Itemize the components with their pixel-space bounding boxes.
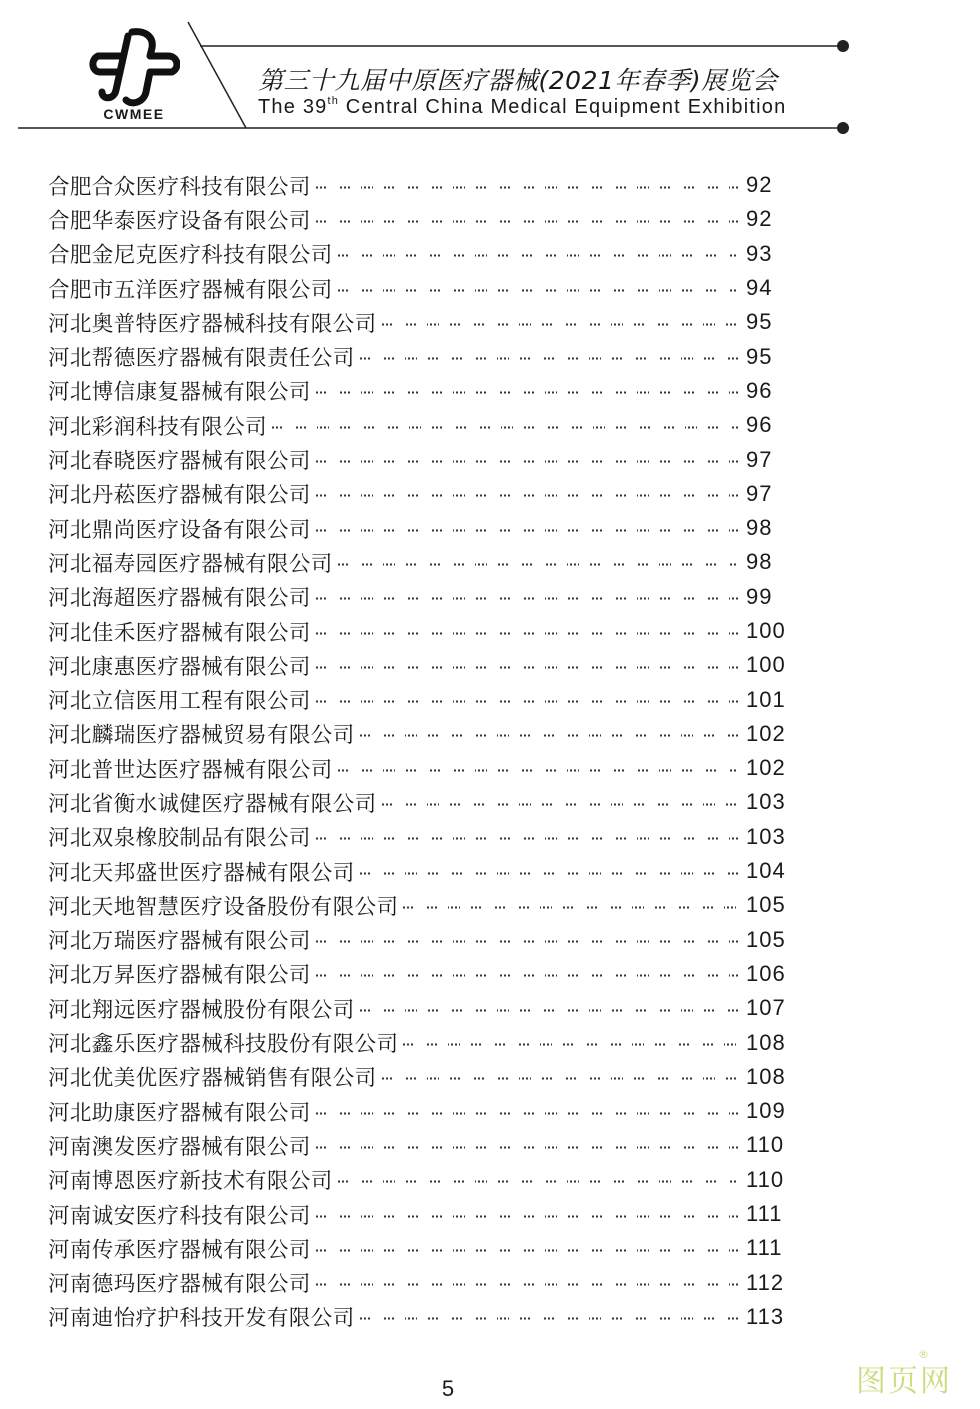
- dot-leader: [315, 1249, 738, 1252]
- toc-entry: [48, 751, 790, 785]
- dot-leader: [315, 1146, 738, 1149]
- entry-page-number: 113: [746, 1303, 785, 1329]
- dot-leader: [315, 700, 738, 703]
- company-name: 河北鼎尚医疗设备有限公司: [48, 517, 311, 543]
- entry-page-number: 93: [746, 240, 773, 266]
- dot-leader: [359, 872, 738, 875]
- entry-page-number: 92: [746, 206, 773, 232]
- toc-entry: [48, 1231, 790, 1265]
- entry-page-number: 103: [746, 823, 786, 849]
- toc-entry: [48, 511, 790, 545]
- toc-entry: [48, 614, 790, 648]
- company-name: 合肥华泰医疗设备有限公司: [48, 208, 311, 234]
- toc-entry: [48, 1025, 790, 1059]
- entry-page-number: 98: [746, 549, 773, 575]
- entry-page-number: 95: [746, 343, 773, 369]
- toc-entry: [48, 271, 790, 305]
- company-name: 河北帮德医疗器械有限责任公司: [48, 346, 355, 372]
- company-name: 河北康惠医疗器械有限公司: [48, 654, 311, 680]
- company-name: 河南传承医疗器械有限公司: [48, 1237, 311, 1263]
- dot-leader: [315, 460, 738, 463]
- toc-entry: [48, 991, 790, 1025]
- entry-page-number: 110: [746, 1132, 785, 1158]
- dot-leader: [315, 494, 738, 497]
- logo-text: CWMEE: [103, 106, 165, 122]
- company-name: 河南博恩医疗新技术有限公司: [48, 1169, 333, 1195]
- company-name: 河北双泉橡胶制品有限公司: [48, 826, 311, 852]
- dot-leader: [359, 357, 738, 360]
- dot-leader: [315, 1215, 738, 1218]
- toc-entry: [48, 237, 790, 271]
- toc-entry: [48, 785, 790, 819]
- entry-page-number: 96: [746, 377, 773, 403]
- dot-leader: [402, 1043, 738, 1046]
- entry-page-number: 107: [746, 995, 786, 1021]
- entry-page-number: 97: [746, 480, 773, 506]
- toc-entry: [48, 820, 790, 854]
- company-name: 河北天邦盛世医疗器械有限公司: [48, 860, 355, 886]
- dot-leader: [315, 1112, 738, 1115]
- entry-page-number: 105: [746, 926, 786, 952]
- company-name: 河北春晓医疗器械有限公司: [48, 449, 311, 475]
- toc-entry: [48, 1128, 790, 1162]
- watermark-text: 图页网: [856, 1364, 952, 1399]
- company-name: 河北万昇医疗器械有限公司: [48, 963, 311, 989]
- company-name: 河北省衡水诚健医疗器械有限公司: [48, 791, 377, 817]
- toc-entry: [48, 339, 790, 373]
- toc-entry: [48, 1060, 790, 1094]
- dot-leader: [381, 803, 738, 806]
- entry-page-number: 95: [746, 309, 773, 335]
- dot-leader: [315, 1283, 738, 1286]
- toc-entry: [48, 648, 790, 682]
- title-en-sup: th: [327, 95, 340, 107]
- company-name: 河北普世达医疗器械有限公司: [48, 757, 333, 783]
- entry-page-number: 100: [746, 618, 786, 643]
- entry-page-number: 96: [746, 412, 773, 438]
- dot-leader: [315, 666, 738, 669]
- dot-leader: [337, 769, 738, 772]
- entry-page-number: 109: [746, 1098, 786, 1124]
- entry-page-number: 108: [746, 1029, 786, 1055]
- entry-page-number: 92: [746, 172, 773, 198]
- entry-page-number: 105: [746, 892, 786, 918]
- company-name: 河南澳发医疗器械有限公司: [48, 1134, 311, 1160]
- entry-page-number: 110: [746, 1166, 785, 1192]
- company-name: 河北鑫乐医疗器械科技股份有限公司: [48, 1032, 399, 1058]
- toc-entry: [48, 374, 790, 408]
- toc-entry: [48, 1300, 790, 1334]
- toc-entry: [48, 1197, 790, 1231]
- company-name: 河北丹菘医疗器械有限公司: [48, 483, 311, 509]
- company-name: 河北麟瑞医疗器械贸易有限公司: [48, 723, 355, 749]
- dot-leader: [381, 323, 738, 326]
- table-of-contents: [48, 168, 790, 1334]
- dot-leader: [315, 597, 738, 600]
- company-name: 河北优美优医疗器械销售有限公司: [48, 1066, 377, 1092]
- toc-entry: [48, 202, 790, 236]
- entry-page-number: 97: [746, 446, 773, 472]
- company-name: 河南德玛医疗器械有限公司: [48, 1272, 311, 1298]
- toc-entry: [48, 442, 790, 476]
- company-name: 合肥金尼克医疗科技有限公司: [48, 243, 333, 269]
- toc-entry: [48, 854, 790, 888]
- toc-entry: [48, 888, 790, 922]
- dot-leader: [315, 632, 738, 635]
- entry-page-number: 103: [746, 789, 786, 815]
- exhibition-title-en: [258, 95, 786, 119]
- company-name: 合肥市五洋医疗器械有限公司: [48, 277, 333, 303]
- entry-page-number: 112: [746, 1269, 785, 1295]
- dot-leader: [381, 1077, 738, 1080]
- entry-page-number: 94: [746, 275, 773, 301]
- dot-leader: [315, 940, 738, 943]
- entry-page-number: 102: [746, 720, 786, 746]
- title-en-suffix: Central China Medical Equipment Exhibition: [339, 96, 787, 118]
- toc-entry: [48, 477, 790, 511]
- dot-leader: [315, 186, 738, 189]
- entry-page-number: 102: [746, 755, 786, 781]
- dot-leader: [271, 426, 738, 429]
- company-name: 河北奥普特医疗器械科技有限公司: [48, 311, 377, 337]
- company-name: 合肥合众医疗科技有限公司: [48, 174, 311, 200]
- company-name: 河北福寿园医疗器械有限公司: [48, 551, 333, 577]
- toc-entry: [48, 957, 790, 991]
- toc-entry: [48, 168, 790, 202]
- toc-entry: [48, 408, 790, 442]
- company-name: 河北彩润科技有限公司: [48, 414, 268, 440]
- dot-leader: [402, 906, 738, 909]
- title-en-prefix: The 39: [258, 96, 328, 118]
- company-name: 河南迪怡疗护科技开发有限公司: [48, 1306, 355, 1332]
- toc-entry: [48, 1094, 790, 1128]
- company-name: 河北博信康复器械有限公司: [48, 380, 311, 406]
- company-name: 河北天地智慧医疗设备股份有限公司: [48, 894, 399, 920]
- company-name: 河北翔远医疗器械股份有限公司: [48, 997, 355, 1023]
- dot-leader: [315, 529, 738, 532]
- dot-leader: [337, 1180, 738, 1183]
- toc-entry: [48, 580, 790, 614]
- entry-page-number: 104: [746, 858, 786, 884]
- cwmee-logo-icon: [88, 28, 180, 108]
- company-name: 河北海超医疗器械有限公司: [48, 586, 311, 612]
- watermark-registered-mark: ®: [918, 1348, 929, 1361]
- dot-leader: [359, 1317, 738, 1320]
- dot-leader: [315, 974, 738, 977]
- company-name: 河北立信医用工程有限公司: [48, 689, 311, 715]
- entry-page-number: 98: [746, 515, 773, 541]
- entry-page-number: 108: [746, 1063, 786, 1089]
- dot-leader: [337, 254, 738, 257]
- company-name: 河南诚安医疗科技有限公司: [48, 1203, 311, 1229]
- toc-entry: [48, 682, 790, 716]
- page-number: 5: [441, 1376, 455, 1401]
- dot-leader: [315, 837, 738, 840]
- exhibition-title-cn: 第三十九届中原医疗器械(2021年春季)展览会: [258, 66, 778, 95]
- dot-leader: [337, 563, 738, 566]
- dot-leader: [337, 289, 738, 292]
- company-name: 河北万瑞医疗器械有限公司: [48, 929, 311, 955]
- entry-page-number: 111: [746, 1235, 783, 1261]
- dot-leader: [359, 734, 738, 737]
- dot-leader: [315, 391, 738, 394]
- toc-entry: [48, 923, 790, 957]
- page-header: [0, 0, 980, 140]
- entry-page-number: 100: [746, 652, 786, 678]
- toc-entry: [48, 717, 790, 751]
- company-name: 河北助康医疗器械有限公司: [48, 1100, 311, 1126]
- toc-entry: [48, 545, 790, 579]
- toc-entry: [48, 1163, 790, 1197]
- entry-page-number: 101: [746, 686, 786, 712]
- entry-page-number: 106: [746, 960, 786, 986]
- toc-entry: [48, 1266, 790, 1300]
- toc-entry: [48, 305, 790, 339]
- entry-page-number: 99: [746, 583, 773, 609]
- company-name: 河北佳禾医疗器械有限公司: [48, 620, 311, 646]
- dot-leader: [315, 220, 738, 223]
- dot-leader: [359, 1009, 738, 1012]
- entry-page-number: 111: [746, 1201, 783, 1227]
